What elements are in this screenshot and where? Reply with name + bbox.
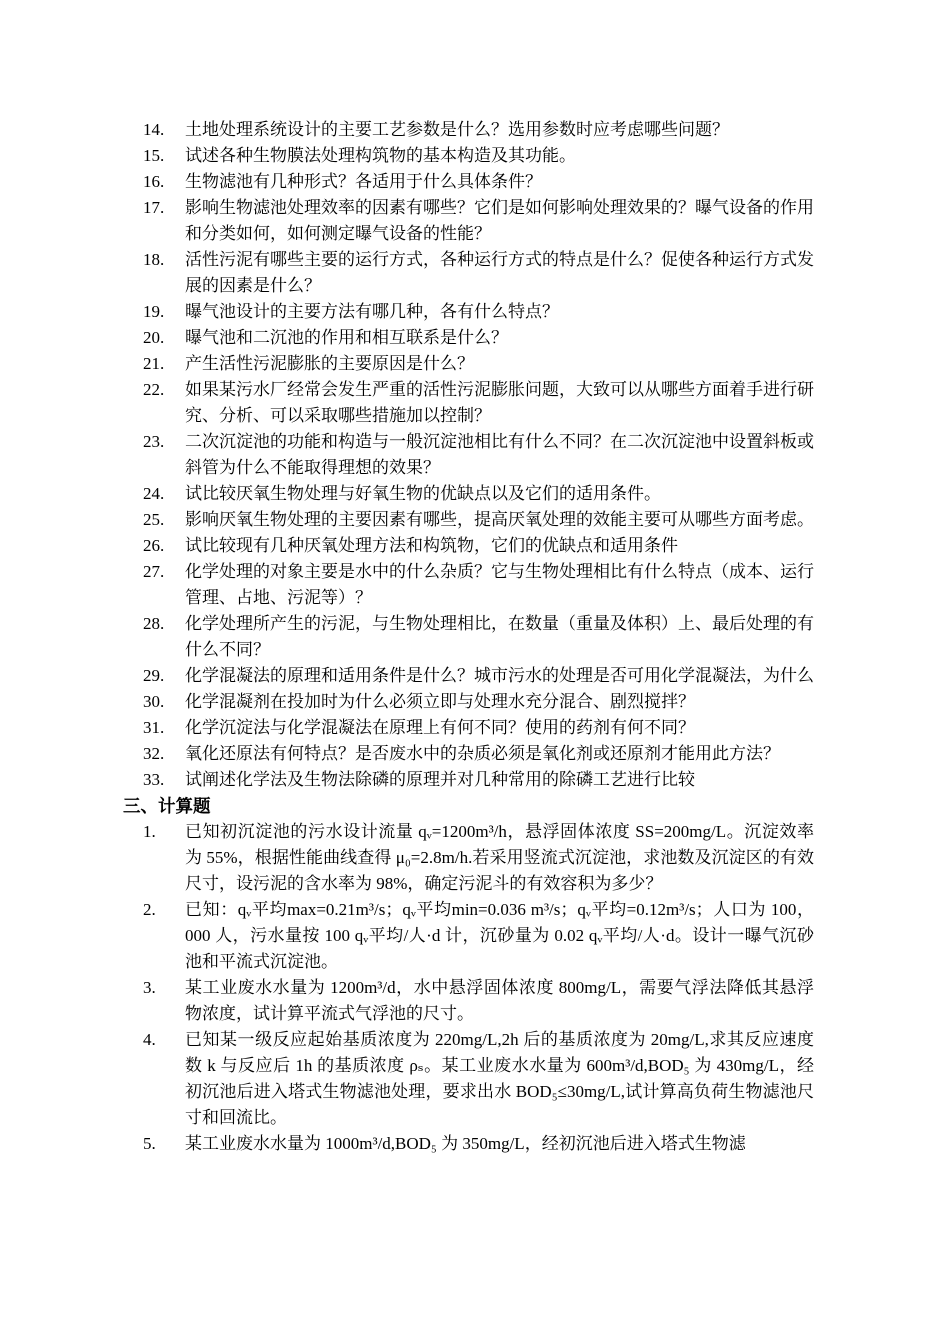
item-text: 化学沉淀法与化学混凝法在原理上有何不同？使用的药剂有何不同？ bbox=[185, 718, 695, 737]
list-item bbox=[123, 429, 814, 481]
list-item bbox=[123, 351, 814, 377]
item-number: 4. bbox=[143, 1030, 156, 1049]
item-text: 试阐述化学法及生物法除磷的原理并对几种常用的除磷工艺进行比较 bbox=[185, 770, 695, 789]
item-number: 29. bbox=[143, 666, 165, 685]
list-item bbox=[123, 117, 814, 143]
list-item bbox=[123, 559, 814, 611]
item-number: 30. bbox=[143, 692, 165, 711]
item-number: 32. bbox=[143, 744, 165, 763]
question-list bbox=[123, 117, 814, 793]
item-number: 33. bbox=[143, 770, 165, 789]
item-text: 试比较现有几种厌氧处理方法和构筑物，它们的优缺点和适用条件 bbox=[185, 536, 678, 555]
list-item bbox=[123, 767, 814, 793]
item-number: 22. bbox=[143, 380, 165, 399]
item-text: 生物滤池有几种形式？各适用于什么具体条件？ bbox=[185, 172, 542, 191]
item-text: 曝气池和二沉池的作用和相互联系是什么？ bbox=[185, 328, 508, 347]
list-item bbox=[123, 169, 814, 195]
list-item bbox=[123, 507, 814, 533]
item-number: 20. bbox=[143, 328, 165, 347]
item-text: 氧化还原法有何特点？是否废水中的杂质必须是氧化剂或还原剂才能用此方法？ bbox=[185, 744, 780, 763]
item-text: 化学处理所产生的污泥，与生物处理相比，在数量（重量及体积）上、最后处理的有什么不同？ bbox=[185, 614, 814, 659]
item-text: 已知：qᵥ平均max=0.21m³/s；qᵥ平均min=0.036 m³/s；qᵥ平均=0.12m³/s；人口为 100，000 人，污水量按 100 qᵥ平均/人·d 计，沉砂量为 0.02 qᵥ平均/人·d。设计一曝气沉砂池和平流式沉淀池。 bbox=[185, 900, 814, 971]
calculation-list bbox=[123, 819, 814, 1157]
item-text: 化学混凝法的原理和适用条件是什么？城市污水的处理是否可用化学混凝法，为什么 bbox=[185, 666, 814, 685]
item-text: 试述各种生物膜法处理构筑物的基本构造及其功能。 bbox=[185, 146, 576, 165]
item-text: 某工业废水水量为 1000m³/d,BOD₅ 为 350mg/L，经初沉池后进入塔式生物滤 bbox=[185, 1134, 746, 1153]
list-item bbox=[123, 1131, 814, 1157]
item-text: 已知初沉淀池的污水设计流量 qᵥ=1200m³/h，悬浮固体浓度 SS=200mg/L。沉淀效率为 55%，根据性能曲线查得 μ₀=2.8m/h.若采用竖流式沉淀池，求池数及沉淀区的有效尺寸，设污泥的含水率为 98%，确定污泥斗的有效容积为多少？ bbox=[185, 822, 814, 893]
item-number: 2. bbox=[143, 900, 156, 919]
item-number: 24. bbox=[143, 484, 165, 503]
item-number: 26. bbox=[143, 536, 165, 555]
item-number: 28. bbox=[143, 614, 165, 633]
item-text: 某工业废水水量为 1200m³/d，水中悬浮固体浓度 800mg/L，需要气浮法降低其悬浮物浓度，试计算平流式气浮池的尺寸。 bbox=[185, 978, 814, 1023]
item-text: 化学处理的对象主要是水中的什么杂质？它与生物处理相比有什么特点（成本、运行管理、占地、污泥等）？ bbox=[185, 562, 814, 607]
item-number: 18. bbox=[143, 250, 165, 269]
item-number: 14. bbox=[143, 120, 165, 139]
item-number: 1. bbox=[143, 822, 156, 841]
item-number: 25. bbox=[143, 510, 165, 529]
item-number: 21. bbox=[143, 354, 165, 373]
list-item bbox=[123, 819, 814, 897]
item-number: 15. bbox=[143, 146, 165, 165]
list-item bbox=[123, 663, 814, 689]
item-number: 27. bbox=[143, 562, 165, 581]
item-text: 影响厌氧生物处理的主要因素有哪些，提高厌氧处理的效能主要可从哪些方面考虑。 bbox=[185, 510, 814, 529]
item-number: 16. bbox=[143, 172, 165, 191]
item-text: 产生活性污泥膨胀的主要原因是什么？ bbox=[185, 354, 474, 373]
list-item bbox=[123, 689, 814, 715]
item-number: 23. bbox=[143, 432, 165, 451]
list-item bbox=[123, 715, 814, 741]
list-item bbox=[123, 611, 814, 663]
list-item bbox=[123, 325, 814, 351]
item-text: 试比较厌氧生物处理与好氧生物的优缺点以及它们的适用条件。 bbox=[185, 484, 661, 503]
item-text: 活性污泥有哪些主要的运行方式，各种运行方式的特点是什么？促使各种运行方式发展的因素是什么？ bbox=[185, 250, 814, 295]
list-item bbox=[123, 247, 814, 299]
item-text: 影响生物滤池处理效率的因素有哪些？它们是如何影响处理效果的？曝气设备的作用和分类如何，如何测定曝气设备的性能？ bbox=[185, 198, 814, 243]
item-text: 二次沉淀池的功能和构造与一般沉淀池相比有什么不同？在二次沉淀池中设置斜板或斜管为什么不能取得理想的效果？ bbox=[185, 432, 814, 477]
item-text: 化学混凝剂在投加时为什么必须立即与处理水充分混合、剧烈搅拌？ bbox=[185, 692, 695, 711]
list-item bbox=[123, 533, 814, 559]
item-text: 曝气池设计的主要方法有哪几种，各有什么特点？ bbox=[185, 302, 559, 321]
list-item bbox=[123, 195, 814, 247]
list-item bbox=[123, 897, 814, 975]
list-item bbox=[123, 1027, 814, 1131]
item-text: 已知某一级反应起始基质浓度为 220mg/L,2h 后的基质浓度为 20mg/L,求其反应速度数 k 与反应后 1h 的基质浓度 ρₛ。某工业废水水量为 600m³/d,BOD₅ 为 430mg/L，经初沉池后进入塔式生物滤池处理，要求出水 BOD₅≤30mg/L,试计算高负荷生物滤池尺寸和回流比。 bbox=[185, 1030, 814, 1127]
list-item bbox=[123, 377, 814, 429]
item-text: 土地处理系统设计的主要工艺参数是什么？选用参数时应考虑哪些问题？ bbox=[185, 120, 729, 139]
list-item bbox=[123, 975, 814, 1027]
item-number: 31. bbox=[143, 718, 165, 737]
item-number: 19. bbox=[143, 302, 165, 321]
item-number: 5. bbox=[143, 1134, 156, 1153]
list-item bbox=[123, 481, 814, 507]
list-item bbox=[123, 143, 814, 169]
item-number: 17. bbox=[143, 198, 165, 217]
section-heading: 三、计算题 bbox=[123, 796, 211, 816]
item-text: 如果某污水厂经常会发生严重的活性污泥膨胀问题，大致可以从哪些方面着手进行研究、分析、可以采取哪些措施加以控制？ bbox=[185, 380, 814, 425]
list-item bbox=[123, 741, 814, 767]
item-number: 3. bbox=[143, 978, 156, 997]
list-item bbox=[123, 299, 814, 325]
